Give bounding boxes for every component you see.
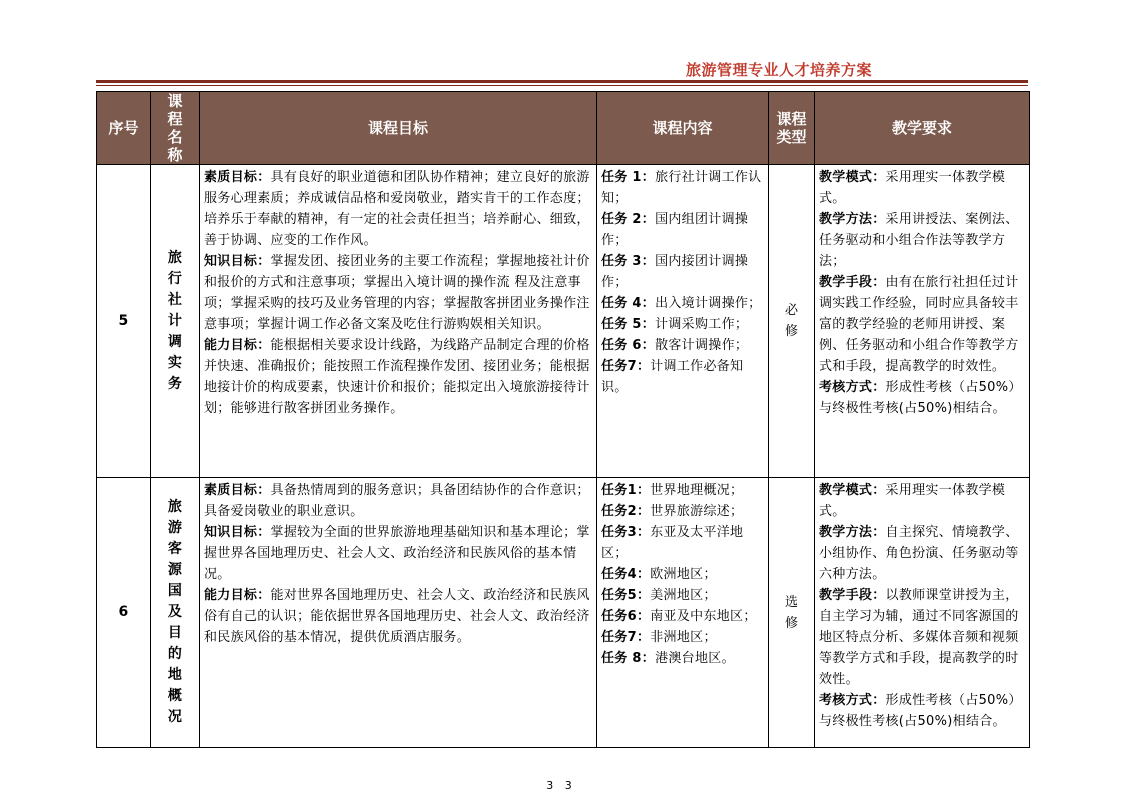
goal-knowledge — [204, 522, 592, 585]
req-label: 教学手段： — [819, 275, 886, 290]
task-text: 港澳台地区。 — [655, 651, 735, 666]
task-label: 任务 2： — [601, 212, 656, 227]
req-item — [819, 272, 1025, 377]
req-text: 形成性考核（占50%）与终极性考核(占50%)相结合。 — [819, 380, 1022, 416]
task-item — [601, 606, 764, 627]
req-label: 教学模式： — [819, 483, 886, 498]
course-goal-cell — [200, 165, 597, 478]
req-item — [819, 690, 1025, 732]
header-course-type-text: 课程类型 — [776, 110, 807, 146]
task-text: 计调工作必备知识。 — [601, 359, 744, 395]
course-content-cell — [597, 478, 769, 748]
header-rule-thick — [96, 80, 1028, 83]
table-row — [97, 478, 1030, 748]
serial-number: 6 — [97, 478, 151, 748]
req-text: 采用理实一体教学模式。 — [819, 483, 1006, 519]
course-goal-cell — [200, 478, 597, 748]
req-item — [819, 585, 1025, 690]
header-teaching-req: 教学要求 — [815, 92, 1030, 165]
goal-knowledge — [204, 251, 592, 335]
req-label: 考核方式： — [819, 693, 886, 708]
req-text: 自主探究、情境教学、小组协作、角色扮演、任务驱动等六种方法。 — [819, 525, 1019, 582]
goal-text: 能根据相关要求设计线路，为线路产品制定合理的价格并快速、准确报价；能按照工作流程操作发团、接团业务；能根据地接计价的构成要素，快速计价和报价；能拟定出入境旅游接待计划；能够进行散客拼团业务操作。 — [204, 338, 590, 416]
task-text: 南亚及中东地区； — [650, 609, 757, 624]
goal-quality — [204, 480, 592, 522]
table-header — [97, 92, 1030, 165]
req-item — [819, 480, 1025, 522]
teaching-req-cell — [815, 165, 1030, 478]
document-title: 旅游管理专业人才培养方案 — [686, 61, 873, 79]
task-label: 任务4： — [601, 567, 651, 582]
goal-label: 能力目标： — [204, 338, 271, 353]
req-item — [819, 209, 1025, 272]
task-text: 非洲地区； — [650, 630, 717, 645]
task-item — [601, 564, 764, 585]
task-text: 世界旅游综述； — [650, 504, 744, 519]
task-text: 欧洲地区； — [650, 567, 717, 582]
goal-ability — [204, 335, 592, 419]
course-name: 旅游客源国及目的地概况 — [151, 478, 200, 748]
task-label: 任务 6： — [601, 338, 656, 353]
task-text: 国内组团计调操作； — [601, 212, 749, 248]
task-label: 任务3： — [601, 525, 651, 540]
task-text: 散客计调操作； — [655, 338, 749, 353]
header-course-name — [151, 92, 200, 165]
goal-label: 素质目标： — [204, 483, 271, 498]
goal-text: 掌握较为全面的世界旅游地理基础知识和基本理论；掌握世界各国地理历史、社会人文、政治经济和民族风俗的基本情况。 — [204, 525, 590, 582]
req-item — [819, 377, 1025, 419]
serial-number: 5 — [97, 165, 151, 478]
course-type: 必修 — [769, 165, 815, 478]
page-number: 3 3 — [546, 779, 576, 792]
task-text: 出入境计调操作； — [655, 296, 762, 311]
task-label: 任务2： — [601, 504, 651, 519]
task-item — [601, 501, 764, 522]
task-label: 任务7： — [601, 359, 651, 374]
task-label: 任务 1： — [601, 170, 656, 185]
req-text: 以教师课堂讲授为主，自主学习为辅，通过不同客源国的地区特点分析、多媒体音频和视频等教学方式和手段，提高教学的时效性。 — [819, 588, 1019, 687]
task-text: 世界地理概况； — [650, 483, 744, 498]
req-item — [819, 167, 1025, 209]
header-serial: 序号 — [97, 92, 151, 165]
goal-text: 具有良好的职业道德和团队协作精神；建立良好的旅游服务心理素质；养成诚信品格和爱岗敬业，踏实肯干的工作态度；培养乐于奉献的精神，有一定的社会责任担当；培养耐心、细致，善于协调、应变的工作作风。 — [204, 170, 590, 248]
task-label: 任务 3： — [601, 254, 656, 269]
req-text: 采用理实一体教学模式。 — [819, 170, 1006, 206]
task-item — [601, 522, 764, 564]
task-item — [601, 251, 764, 293]
task-item — [601, 335, 764, 356]
goal-text: 能对世界各国地理历史、社会人文、政治经济和民族风俗有自己的认识；能依据世界各国地理历史、社会人文、政治经济和民族风俗的基本情况，提供优质酒店服务。 — [204, 588, 590, 645]
curriculum-table — [96, 91, 1030, 748]
task-text: 旅行社计调工作认知； — [601, 170, 762, 206]
task-label: 任务1： — [601, 483, 651, 498]
req-text: 采用讲授法、案例法、任务驱动和小组合作法等教学方法； — [819, 212, 1019, 269]
task-label: 任务 4： — [601, 296, 656, 311]
task-item — [601, 480, 764, 501]
task-item — [601, 167, 764, 209]
header-course-content: 课程内容 — [597, 92, 769, 165]
task-item — [601, 209, 764, 251]
req-label: 教学方法： — [819, 212, 886, 227]
task-item — [601, 648, 764, 669]
header-rule-thin — [96, 85, 1028, 86]
goal-text: 具备热情周到的服务意识；具备团结协作的合作意识；具备爱岗敬业的职业意识。 — [204, 483, 590, 519]
req-item — [819, 522, 1025, 585]
header-course-goal: 课程目标 — [200, 92, 597, 165]
course-content-cell — [597, 165, 769, 478]
task-label: 任务7： — [601, 630, 651, 645]
course-type: 选修 — [769, 478, 815, 748]
goal-label: 素质目标： — [204, 170, 271, 185]
req-label: 教学方法： — [819, 525, 886, 540]
goal-label: 知识目标： — [204, 525, 271, 540]
header-course-type — [769, 92, 815, 165]
task-item — [601, 314, 764, 335]
goal-ability — [204, 585, 592, 648]
req-text: 形成性考核（占50%）与终极性考核(占50%)相结合。 — [819, 693, 1022, 729]
task-item — [601, 293, 764, 314]
teaching-req-cell — [815, 478, 1030, 748]
req-label: 教学模式： — [819, 170, 886, 185]
task-text: 国内接团计调操作； — [601, 254, 749, 290]
req-text: 由有在旅行社担任过计调实践工作经验，同时应具备较丰富的教学经验的老师用讲授、案例、任务驱动和小组合作等教学方式和手段，提高教学的时效性。 — [819, 275, 1019, 374]
task-label: 任务6： — [601, 609, 651, 624]
task-text: 计调采购工作； — [655, 317, 749, 332]
goal-label: 能力目标： — [204, 588, 271, 603]
task-label: 任务5： — [601, 588, 651, 603]
task-text: 美洲地区； — [650, 588, 717, 603]
task-text: 东亚及太平洋地区； — [601, 525, 744, 561]
goal-text: 掌握发团、接团业务的主要工作流程；掌握地接社计价和报价的方式和注意事项；掌握出入境计调的操作流 程及注意事项；掌握采购的技巧及业务管理的内容；掌握散客拼团业务操作注意事项；掌握计调工作必备文案及吃住行游购娱相关知识。 — [204, 254, 590, 332]
task-item — [601, 356, 764, 398]
table-row — [97, 165, 1030, 478]
task-label: 任务 5： — [601, 317, 656, 332]
goal-label: 知识目标： — [204, 254, 271, 269]
course-name: 旅行社计调实务 — [151, 165, 200, 478]
task-item — [601, 627, 764, 648]
task-label: 任务 8： — [601, 651, 656, 666]
req-label: 教学手段： — [819, 588, 886, 603]
header-course-name-text: 课程名称 — [167, 92, 183, 164]
req-label: 考核方式： — [819, 380, 886, 395]
task-item — [601, 585, 764, 606]
goal-quality — [204, 167, 592, 251]
